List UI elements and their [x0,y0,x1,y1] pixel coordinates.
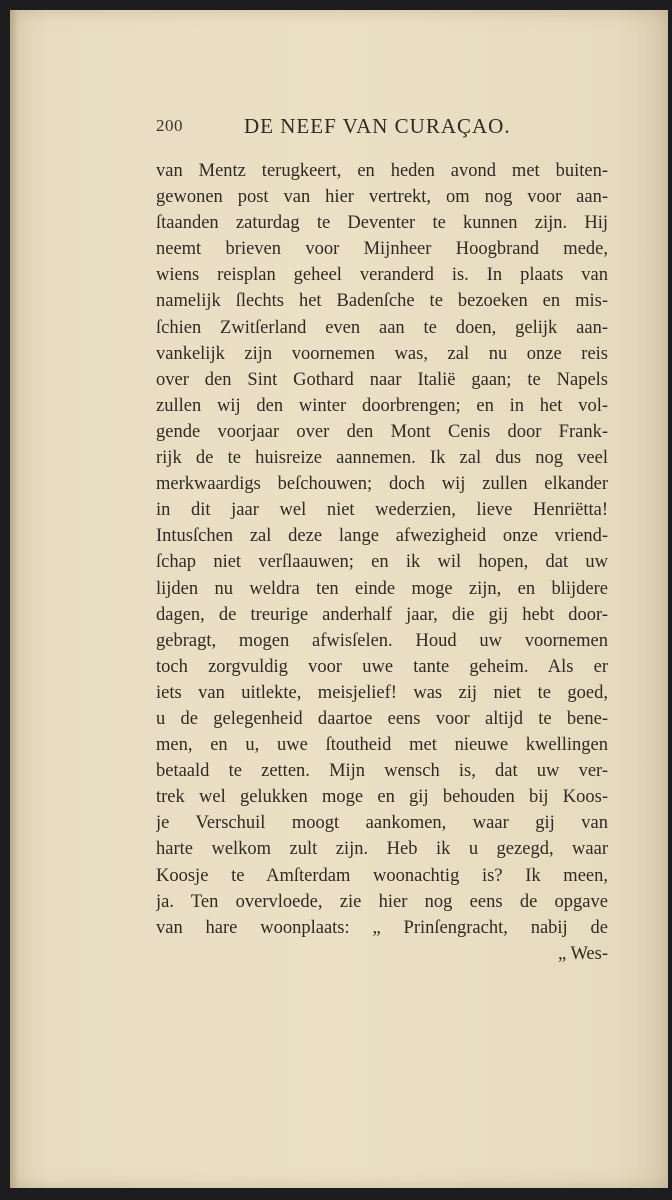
text-line: wiens reisplan geheel veranderd is. In plaats van [156,265,608,286]
text-line: harte welkom zult zijn. Heb ik u gezegd, waar [156,839,608,860]
text-line: Intusſchen zal deze lange afwezigheid onze vriend- [156,526,608,547]
page-number: 200 [156,116,183,135]
text-line: u de gelegenheid daartoe eens voor altijd te bene- [156,708,608,729]
running-head [156,114,526,144]
text-line: gewonen post van hier vertrekt, om nog voor aan- [156,187,608,208]
page-spine-shadow [10,10,18,1188]
text-line: vankelijk zijn voornemen was, zal nu onze reis [156,343,608,364]
text-line: Koosje te Amſterdam woonachtig is? Ik meen, [156,865,608,886]
text-line: iets van uitlekte, meisjelief! was zij niet te goed, [156,682,608,703]
body-text [156,158,608,967]
text-line: trek wel gelukken moge en gij behouden bij Koos- [156,787,608,808]
text-line: lijden nu weldra ten einde moge zijn, en blijdere [156,578,608,599]
text-line: namelijk ſlechts het Badenſche te bezoeken en mis- [156,291,608,312]
text-line: rijk de te huisreize aannemen. Ik zal dus nog veel [156,448,608,469]
text-line: je Verschuil moogt aankomen, waar gij van [156,813,608,834]
text-line: ſchien Zwitſerland even aan te doen, gelijk aan- [156,317,608,338]
text-line: gende voorjaar over den Mont Cenis door Frank- [156,421,608,442]
text-line: neemt brieven voor Mijnheer Hoogbrand mede, [156,239,608,260]
text-line: toch zorgvuldig voor uwe tante geheim. Als er [156,656,608,677]
book-page [10,10,668,1188]
text-line: ja. Ten overvloede, zie hier nog eens de opgave [156,891,608,912]
text-line: dagen, de treurige anderhalf jaar, die gij hebt door- [156,604,608,625]
text-line: zullen wij den winter doorbrengen; en in het vol- [156,395,608,416]
text-line: betaald te zetten. Mijn wensch is, dat uw ver- [156,761,608,782]
text-line: van hare woonplaats: „ Prinſengracht, nabij de [156,917,608,938]
text-line: in dit jaar wel niet wederzien, lieve Henriëtta! [156,500,608,521]
text-line: ſchap niet verſlaauwen; en ik wil hopen, dat uw [156,552,608,573]
text-line: merkwaardigs beſchouwen; doch wij zullen elkander [156,474,608,495]
text-line: men, en u, uwe ſtoutheid met nieuwe kwellingen [156,735,608,756]
running-title: DE NEEF VAN CURAÇAO. [244,114,511,138]
catchword: „ Wes- [557,943,608,964]
text-line: gebragt, mogen afwisſelen. Houd uw voornemen [156,630,608,651]
text-line: over den Sint Gothard naar Italië gaan; te Napels [156,369,608,390]
text-line: ſtaanden zaturdag te Deventer te kunnen zijn. Hij [156,213,608,234]
text-line: van Mentz terugkeert, en heden avond met buiten- [156,161,608,181]
